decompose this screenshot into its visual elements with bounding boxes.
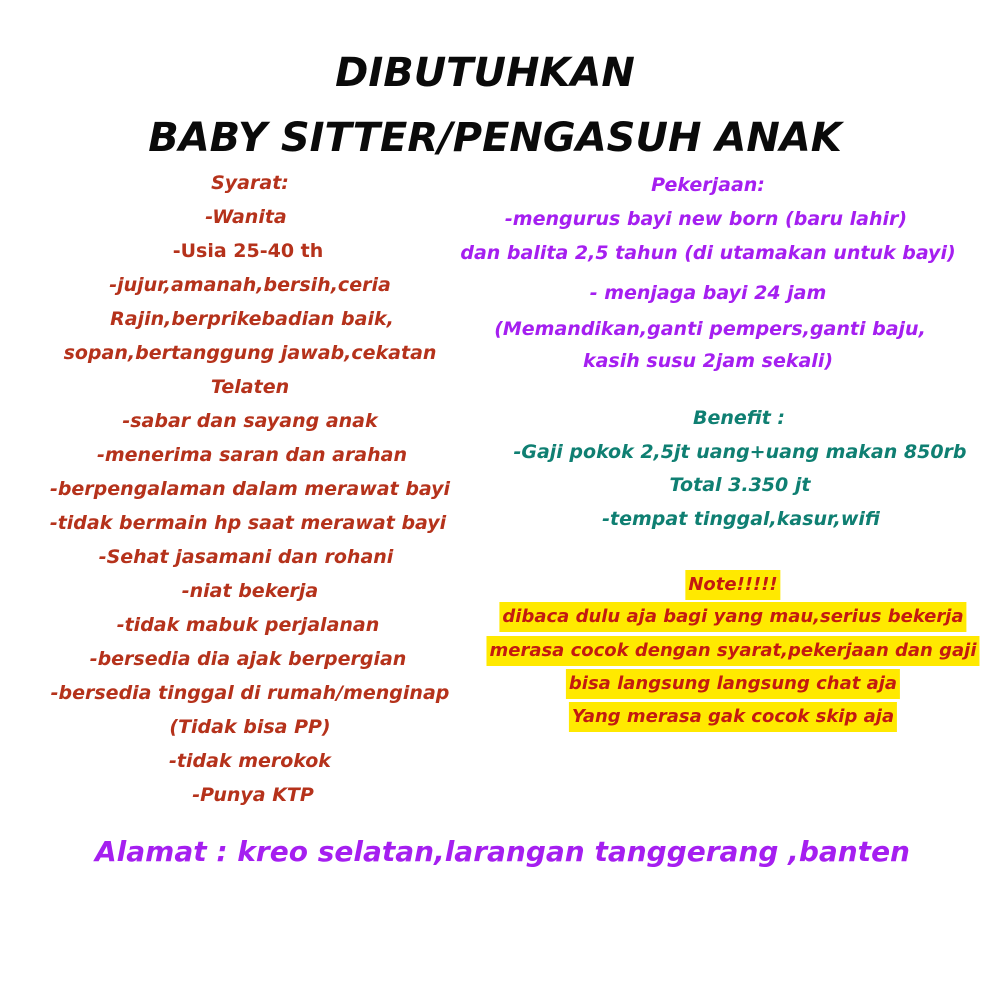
work-line: -mengurus bayi new born (baru lahir) <box>504 208 908 230</box>
requirement-item: -niat bekerja <box>181 580 319 602</box>
requirement-item: -tidak bermain hp saat merawat bayi <box>49 512 447 534</box>
note-line: Yang merasa gak cocok skip aja <box>569 702 897 732</box>
note-line: bisa langsung langsung chat aja <box>566 669 900 699</box>
work-line: (Memandikan,ganti pempers,ganti baju, <box>494 318 926 340</box>
requirement-item: -tidak mabuk perjalanan <box>116 614 380 636</box>
requirements-heading: Syarat: <box>211 172 289 194</box>
requirement-item: -jujur,amanah,bersih,ceria <box>109 274 391 296</box>
work-line: - menjaga bayi 24 jam <box>589 282 827 304</box>
requirement-item: -Sehat jasamani dan rohani <box>98 546 394 568</box>
benefit-line: Total 3.350 jt <box>669 474 811 496</box>
requirement-item: Rajin,berprikebadian baik, <box>110 308 394 330</box>
work-line: kasih susu 2jam sekali) <box>582 350 834 372</box>
work-line: dan balita 2,5 tahun (di utamakan untuk bayi) <box>460 242 956 264</box>
benefit-line: -Gaji pokok 2,5jt uang+uang makan 850rb <box>513 441 967 463</box>
requirement-item: -sabar dan sayang anak <box>122 410 378 432</box>
requirement-item: (Tidak bisa PP) <box>169 716 331 738</box>
note-heading: Note!!!!! <box>685 570 780 600</box>
requirement-item: -bersedia tinggal di rumah/menginap <box>50 682 450 704</box>
address-text: Alamat : kreo selatan,larangan tanggerang ,banten <box>95 835 910 868</box>
requirement-item: -berpengalaman dalam merawat bayi <box>49 478 451 500</box>
requirement-item: -Wanita <box>205 206 287 228</box>
page-subtitle: BABY SITTER/PENGASUH ANAK <box>148 115 842 161</box>
requirement-item: sopan,bertanggung jawab,cekatan <box>63 342 437 364</box>
note-line: merasa cocok dengan syarat,pekerjaan dan gaji <box>486 636 979 666</box>
benefit-heading: Benefit : <box>692 407 786 429</box>
benefit-line: -tempat tinggal,kasur,wifi <box>602 508 880 530</box>
requirement-item: -menerima saran dan arahan <box>96 444 408 466</box>
page-title: DIBUTUHKAN <box>335 50 635 96</box>
requirement-item: Telaten <box>210 376 290 398</box>
note-line: dibaca dulu aja bagi yang mau,serius bekerja <box>499 602 966 632</box>
requirement-item: -Usia 25-40 th <box>172 240 324 262</box>
work-heading: Pekerjaan: <box>651 174 765 196</box>
requirement-item: -Punya KTP <box>192 784 314 806</box>
requirement-item: -tidak merokok <box>169 750 331 772</box>
requirement-item: -bersedia dia ajak berpergian <box>89 648 407 670</box>
